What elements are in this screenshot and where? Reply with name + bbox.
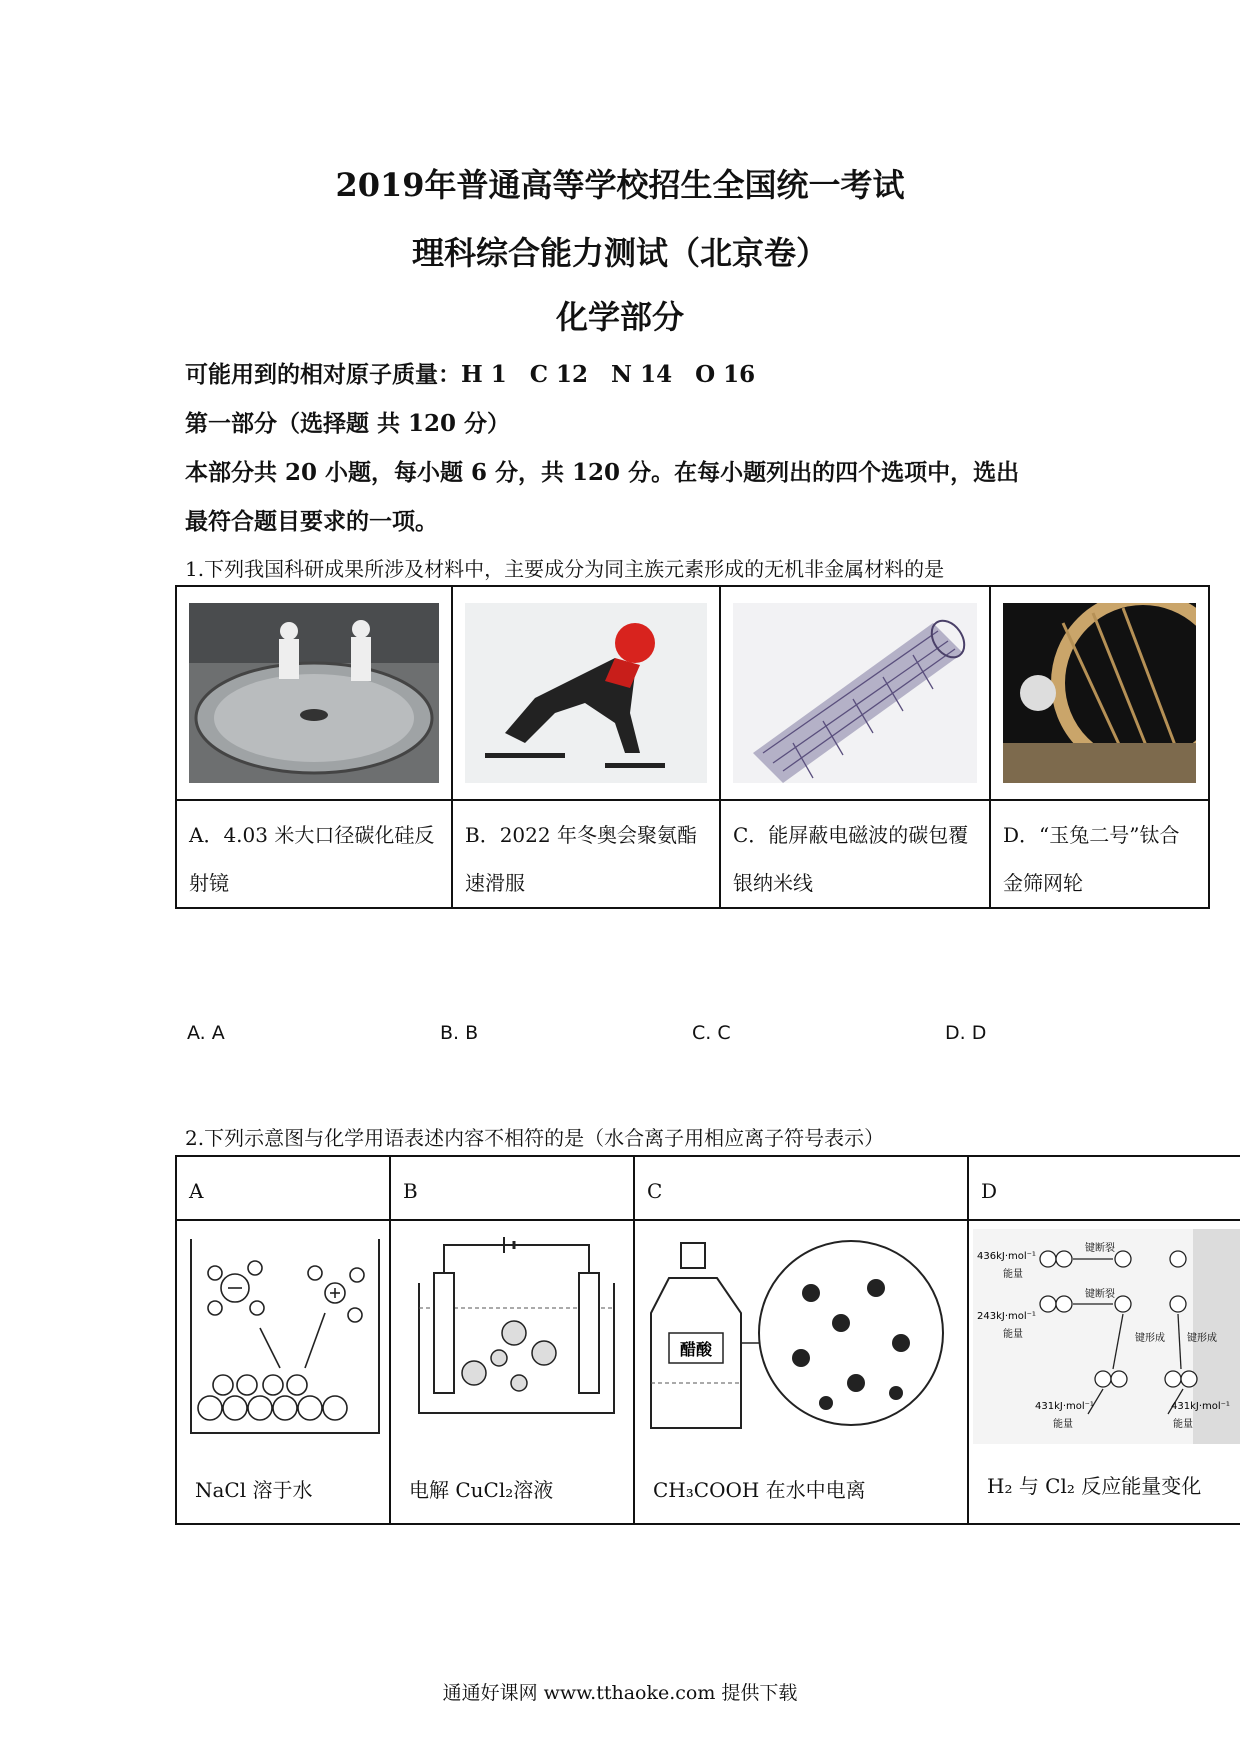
energy-label-2: 能量 xyxy=(1003,1329,1023,1340)
q2-header-b: B xyxy=(390,1156,634,1220)
option-d-image-cell xyxy=(990,586,1209,800)
q2-caption-b: 电解 CuCl₂溶液 xyxy=(409,1478,554,1502)
bond-form-label-2: 键形成 xyxy=(1187,1333,1217,1344)
q2-figure-c-cell xyxy=(634,1220,968,1524)
bond-break-label-1: 键断裂 xyxy=(1085,1243,1115,1254)
q2-header-a: A xyxy=(176,1156,390,1220)
option-a-image-cell xyxy=(176,586,452,800)
nanotube-image-icon xyxy=(733,603,977,783)
option-c-caption: C．能屏蔽电磁波的碳包覆 银纳米线 xyxy=(720,800,990,908)
bond-form-label-1: 键形成 xyxy=(1135,1333,1165,1344)
part-one-heading: 第一部分（选择题 共 120 分） xyxy=(185,410,511,437)
nacl-dissolving-diagram-icon xyxy=(185,1233,385,1443)
electrolysis-diagram-icon xyxy=(399,1233,627,1433)
q1-answer-option-c[interactable]: C. C xyxy=(692,1022,731,1044)
speed-skater-photo-icon xyxy=(465,603,707,783)
energy-label-3: 能量 xyxy=(1053,1419,1073,1430)
mirror-photo-icon xyxy=(189,603,439,783)
q2-header-d: D xyxy=(968,1156,1240,1220)
q2-figure-b-cell xyxy=(390,1220,634,1524)
h2-cl2-energy-diagram-icon xyxy=(973,1229,1240,1444)
option-d-caption: D．“玉兔二号”钛合 金筛网轮 xyxy=(990,800,1209,908)
option-b-caption: B．2022 年冬奥会聚氨酯 速滑服 xyxy=(452,800,720,908)
rover-wheel-photo-icon xyxy=(1003,603,1196,783)
acetic-acid-label: 醋酸 xyxy=(679,1340,713,1359)
question-1-table xyxy=(175,585,1210,909)
acetic-acid-ionization-diagram-icon xyxy=(641,1233,961,1443)
q1-answer-option-b[interactable]: B. B xyxy=(440,1022,479,1044)
footer-source: 通通好课网 www.tthaoke.com 提供下载 xyxy=(442,1682,798,1704)
atomic-masses: 可能用到的相对原子质量：H 1 C 12 N 14 O 16 xyxy=(185,361,756,388)
question-2-table xyxy=(175,1155,1240,1525)
option-b-image-cell xyxy=(452,586,720,800)
option-a-caption: A．4.03 米大口径碳化硅反 射镜 xyxy=(176,800,452,908)
energy-label-4: 能量 xyxy=(1173,1419,1193,1430)
question-1-stem: 1.下列我国科研成果所涉及材料中，主要成分为同主族元素形成的无机非金属材料的是 xyxy=(185,557,945,581)
q2-figure-a-cell xyxy=(176,1220,390,1524)
bond-break-label-2: 键断裂 xyxy=(1085,1289,1115,1300)
q2-caption-a: NaCl 溶于水 xyxy=(195,1478,313,1502)
q1-answer-option-a[interactable]: A. A xyxy=(187,1022,225,1044)
energy-243-label: 243kJ·mol⁻¹ xyxy=(977,1311,1036,1322)
instructions-line-1: 本部分共 20 小题，每小题 6 分，共 120 分。在每小题列出的四个选项中，选出 xyxy=(185,459,1020,486)
q2-header-c: C xyxy=(634,1156,968,1220)
section-title: 化学部分 xyxy=(555,298,684,336)
exam-title: 2019年普通高等学校招生全国统一考试 xyxy=(335,166,905,204)
energy-label-1: 能量 xyxy=(1003,1269,1023,1280)
question-2-stem: 2.下列示意图与化学用语表述内容不相符的是（水合离子用相应离子符号表示） xyxy=(185,1126,885,1150)
exam-subtitle: 理科综合能力测试（北京卷） xyxy=(411,234,828,272)
q1-answer-option-d[interactable]: D. D xyxy=(945,1022,987,1044)
energy-431-label-a: 431kJ·mol⁻¹ xyxy=(1035,1401,1094,1412)
option-c-image-cell xyxy=(720,586,990,800)
energy-431-label-b: 431kJ·mol⁻¹ xyxy=(1171,1401,1230,1412)
q2-caption-d: H₂ 与 Cl₂ 反应能量变化 xyxy=(987,1474,1202,1498)
q2-caption-c: CH₃COOH 在水中电离 xyxy=(653,1478,866,1502)
q2-figure-d-cell xyxy=(968,1220,1240,1524)
energy-436-label: 436kJ·mol⁻¹ xyxy=(977,1251,1036,1262)
instructions-line-2: 最符合题目要求的一项。 xyxy=(185,508,438,535)
